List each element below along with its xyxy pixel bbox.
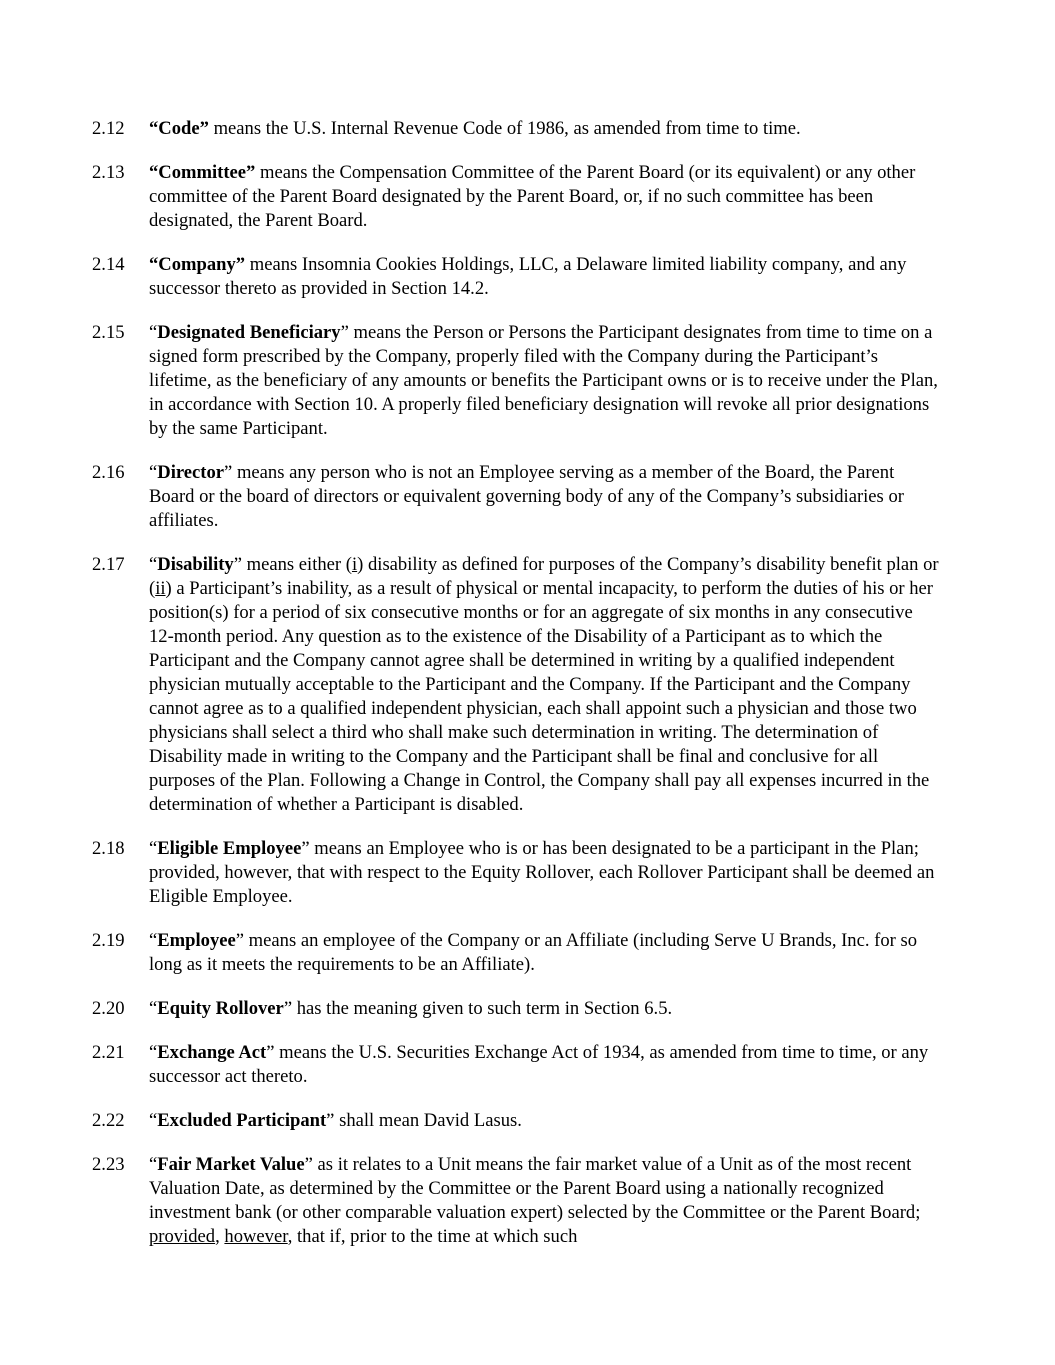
defined-term: Exchange Act [157,1042,267,1063]
term-quote-open: “ [149,1042,158,1063]
section-number: 2.20 [92,998,125,1019]
definition-body: shall mean David Lasus. [334,1110,522,1131]
definition-text [149,117,942,141]
term-quote-close: ” [301,838,310,859]
definition-text [149,1041,942,1089]
section-number: 2.17 [92,554,125,575]
definition-2-16 [92,461,942,533]
definition-body: means the Person or Persons the Participant designates from time to time on a signed form prescribed by the Company, properly filed with the Company during the Participant’s lifetime, as the beneficiary of any amounts or benefits the Participant owns or is to receive under the Plan, in accordance with Section 10. A properly filed beneficiary designation will revoke all prior designations by the same Participant. [149,322,938,439]
definition-2-15 [92,321,942,441]
term-quote-open: “ [149,554,158,575]
term-quote-close: ” [283,998,293,1019]
term-quote-open: “ [149,322,158,343]
defined-term: Disability [157,554,234,575]
term-quote-open: “ [149,462,158,483]
defined-term: Director [157,462,225,483]
definition-2-22 [92,1109,942,1133]
definition-2-12 [92,117,942,141]
defined-term: Company” [158,254,246,275]
section-number: 2.21 [92,1042,125,1063]
definition-2-23 [92,1153,942,1249]
definition-body: means the U.S. Securities Exchange Act of 1934, as amended from time to time, or any successor act thereto. [149,1042,929,1087]
definition-body: means Insomnia Cookies Holdings, LLC, a Delaware limited liability company, and any successor thereto as provided in Section 14.2. [149,254,907,299]
term-quote-close: ” [266,1042,275,1063]
definition-body-part-c: , that if, prior to the time at which such [287,1226,578,1247]
definitions-list [92,117,942,1269]
clause-marker-ii: ii [155,578,166,599]
term-quote-open: “ [149,162,159,183]
definition-text [149,997,942,1021]
definition-body: means the Compensation Committee of the Parent Board (or its equivalent) or any other committee of the Parent Board designated by the Parent Board, or, if no such committee has been designated, the Parent Board. [149,162,916,231]
definition-body-part-a: means either ( [242,554,352,575]
definition-text [149,161,942,233]
defined-term: Designated Beneficiary [157,322,341,343]
definition-2-19 [92,929,942,977]
section-number: 2.22 [92,1110,125,1131]
definition-2-18 [92,837,942,909]
defined-term: Excluded Participant [157,1110,327,1131]
definition-text [149,1109,942,1133]
defined-term: Code” [158,118,209,139]
section-number: 2.16 [92,462,125,483]
term-quote-close: ” [233,554,242,575]
term-quote-open: “ [149,930,158,951]
definition-text [149,253,942,301]
term-quote-open: “ [149,1154,158,1175]
definition-body: means the U.S. Internal Revenue Code of 1986, as amended from time to time. [208,118,801,139]
definition-text [149,929,942,977]
defined-term: Employee [157,930,236,951]
defined-term: Committee” [158,162,256,183]
term-quote-close: ” [304,1154,313,1175]
definition-body-part-a: as it relates to a Unit means the fair market value of a Unit as of the most recent Valuation Date, as determined by the Committee or the Parent Board using a nationally recognized investment bank (or other comparable valuation expert) selected by the Committee or the Parent Board; [149,1154,921,1223]
section-number: 2.18 [92,838,125,859]
definition-text [149,461,942,533]
definition-text [149,321,942,441]
clause-marker-i: i [351,554,358,575]
term-quote-close: ” [326,1110,335,1131]
definition-text [149,837,942,909]
however-underlined: however [224,1226,288,1247]
defined-term: Eligible Employee [157,838,302,859]
section-number: 2.14 [92,254,125,275]
term-quote-open: “ [149,1110,158,1131]
term-quote-open: “ [149,838,158,859]
definition-2-21 [92,1041,942,1089]
term-quote-close: ” [224,462,233,483]
definition-text [149,553,942,817]
definition-body-part-b: ) disability as defined for purposes of the Company’s disability benefit plan or ( [149,554,939,599]
definition-2-13 [92,161,942,233]
definition-body-part-c: ) a Participant’s inability, as a result of physical or mental incapacity, to perform the duties of his or her position(s) for a period of six consecutive months or for an aggregate of six months in any consecutive 12-month period. Any question as to the existence of the Disability of a Participant as to which the Participant and the Company cannot agree shall be determined in writing by a qualified independent physician mutually acceptable to the Participant and the Company. If the Participant and the Company cannot agree as to a qualified independent physician, each shall appoint such a physician and those two physicians shall select a third who shall make such determination in writing. The determination of Disability made in writing to the Company and the Participant shall be final and conclusive for all purposes of the Plan. Following a Change in Control, the Company shall pay all expenses incurred in the determination of whether a Participant is disabled. [149,578,934,815]
separator: , [215,1226,225,1247]
provided-underlined: provided [149,1226,216,1247]
defined-term: Equity Rollover [157,998,284,1019]
section-number: 2.19 [92,930,125,951]
definition-text [149,1153,942,1249]
term-quote-open: “ [149,118,159,139]
definition-body: means an employee of the Company or an Affiliate (including Serve U Brands, Inc. for so long as it meets the requirements to be an Affiliate). [149,930,918,975]
definition-body: has the meaning given to such term in Section 6.5. [292,998,673,1019]
section-number: 2.13 [92,162,125,183]
section-number: 2.12 [92,118,125,139]
section-number: 2.23 [92,1154,125,1175]
term-quote-close: ” [235,930,245,951]
definition-2-20 [92,997,942,1021]
term-quote-open: “ [149,254,159,275]
definition-2-14 [92,253,942,301]
term-quote-open: “ [149,998,158,1019]
defined-term: Fair Market Value [157,1154,305,1175]
definition-2-17 [92,553,942,817]
section-number: 2.15 [92,322,125,343]
term-quote-close: ” [340,322,349,343]
definition-body: means any person who is not an Employee serving as a member of the Board, the Parent Board or the board of directors or equivalent governing body of any of the Company’s subsidiaries or affiliates. [149,462,904,531]
definition-body: means an Employee who is or has been designated to be a participant in the Plan; provided, however, that with respect to the Equity Rollover, each Rollover Participant shall be deemed an Eligible Employee. [149,838,935,907]
